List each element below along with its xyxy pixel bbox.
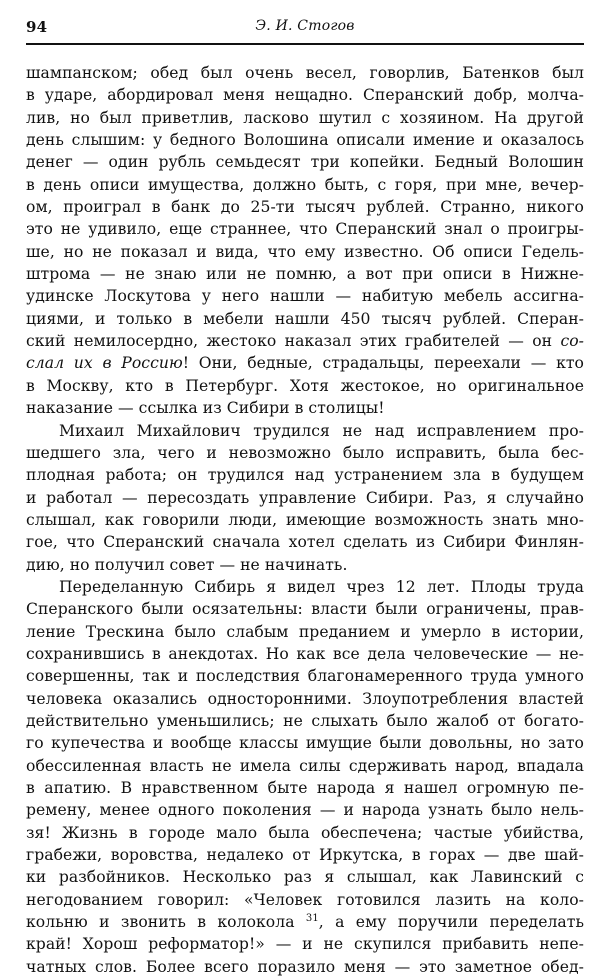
- text-line: негодованием говорил: «Человек готовился лазить на коло-: [26, 890, 584, 909]
- text-line: в ударе, абордировал меня нещадно. Сперанский добр, молча-: [26, 86, 584, 105]
- text-line: денег — один рубль семьдесят три копейки. Бедный Волошин: [26, 153, 584, 172]
- text-line: наказание — ссылка из Сибири в столицы!: [26, 399, 385, 418]
- text-line: удинске Лоскутова у него нашли — набитую мебель ассигна-: [26, 287, 584, 306]
- text-line: сохранившись в анекдотах. Но как все дела человеческие — не-: [26, 644, 584, 663]
- text-line: зя! Жизнь в городе мало была обеспечена; частые убийства,: [26, 823, 584, 842]
- page-number: 94: [26, 18, 48, 36]
- text-line: дию, но получил совет — не начинать.: [26, 555, 348, 574]
- text-line: в Москву, кто в Петербург. Хотя жестокое, но оригинальное: [26, 376, 584, 395]
- text-line: и работал — пересоздать управление Сибири. Раз, я случайно: [26, 488, 584, 507]
- text-line: это не удивило, еще страннее, что Сперанский знал о проигры-: [26, 220, 584, 239]
- italic-segment: слал их в Россию: [26, 354, 183, 373]
- text-line: в апатию. В нравственном быте народа я нашел огромную пе-: [26, 779, 584, 797]
- paragraph-1: [26, 62, 584, 420]
- text-line: ом, проиграл в банк до 25-ти тысяч рублей. Странно, никого: [26, 198, 584, 217]
- text-segment: кольню и звонить в колокола: [26, 913, 295, 932]
- text-segment: ский немилосердно, жестоко наказал этих грабителей — он: [26, 332, 561, 351]
- footnote-reference[interactable]: 31: [305, 913, 319, 925]
- page-header: [26, 14, 584, 44]
- text-line: слышал, как говорили люди, имеющие возможность знать мно-: [26, 510, 584, 529]
- text-line: грабежи, воровства, недалеко от Иркутска, в горах — две шай-: [26, 846, 584, 865]
- text-line: Переделанную Сибирь я видел чрез 12 лет. Плоды труда: [59, 577, 584, 596]
- text-line: Михаил Михайлович трудился не над исправлением про-: [59, 421, 584, 440]
- paragraph-3: [26, 576, 584, 978]
- body-text: [26, 62, 584, 978]
- text-line: человека оказались односторонними. Злоупотребления властей: [26, 689, 584, 708]
- book-page: [26, 14, 584, 976]
- text-line: ше, но не показал и вида, что ему известно. Об описи Гедель-: [26, 242, 584, 261]
- text-line: ки разбойников. Несколько раз я слышал, как Лавинский с: [26, 868, 584, 887]
- text-line: Сперанского были осязательны: власти были ограничены, прав-: [26, 600, 584, 619]
- text-line: штрома — не знаю или не помню, а вот при описи в Нижне-: [26, 265, 584, 284]
- text-line: гое, что Сперанский сначала хотел сделать из Сибири Финлян-: [26, 533, 584, 552]
- text-line-with-italic: [26, 330, 584, 352]
- text-line: в день описи имущества, должно быть, с горя, при мне, вечер-: [26, 175, 584, 194]
- header-rule: [26, 43, 584, 45]
- text-segment: , а ему поручили переделать: [318, 913, 584, 932]
- text-line: действительно уменьшились; не слыхать было жалоб от богато-: [26, 711, 584, 730]
- text-line: край! Хорош реформатор!» — и не скупился прибавить непе-: [26, 935, 584, 954]
- text-line: чатных слов. Более всего поразило меня — это заметное обед-: [26, 957, 584, 976]
- text-line: совершенны, так и последствия благонамеренного труда умного: [26, 667, 584, 686]
- text-line: обессиленная власть не имела силы сдерживать народ, впадала: [26, 756, 584, 775]
- text-line: ремену, менее одного поколения — и народа узнать было нель-: [26, 801, 584, 820]
- text-line-with-italic: [26, 352, 584, 374]
- paragraph-2: [26, 420, 584, 576]
- text-line: циями, и только в мебели нашли 450 тысяч рублей. Сперан-: [26, 309, 584, 328]
- text-line: плодная работа; он трудился над устранением зла в будущем: [26, 466, 584, 485]
- text-line: день слышим: у бедного Волошина описали имение и оказалось: [26, 131, 584, 150]
- text-segment: ! Они, бедные, страдальцы, переехали — кто: [182, 354, 584, 373]
- running-head: Э. И. Стогов: [255, 18, 355, 34]
- text-line: шедшего зла, чего и невозможно было исправить, была бес-: [26, 443, 584, 462]
- text-line: шампанском; обед был очень весел, говорлив, Батенков был: [26, 64, 584, 82]
- text-line: го купечества и вообще классы имущие были довольны, но зато: [26, 734, 584, 753]
- text-line: лив, но был приветлив, ласково шутил с хозяином. На другой: [26, 108, 584, 127]
- text-line: ление Трескина было слабым преданием и умерло в истории,: [26, 622, 584, 641]
- text-line-with-footnote: [26, 911, 584, 933]
- italic-segment: со-: [560, 332, 584, 351]
